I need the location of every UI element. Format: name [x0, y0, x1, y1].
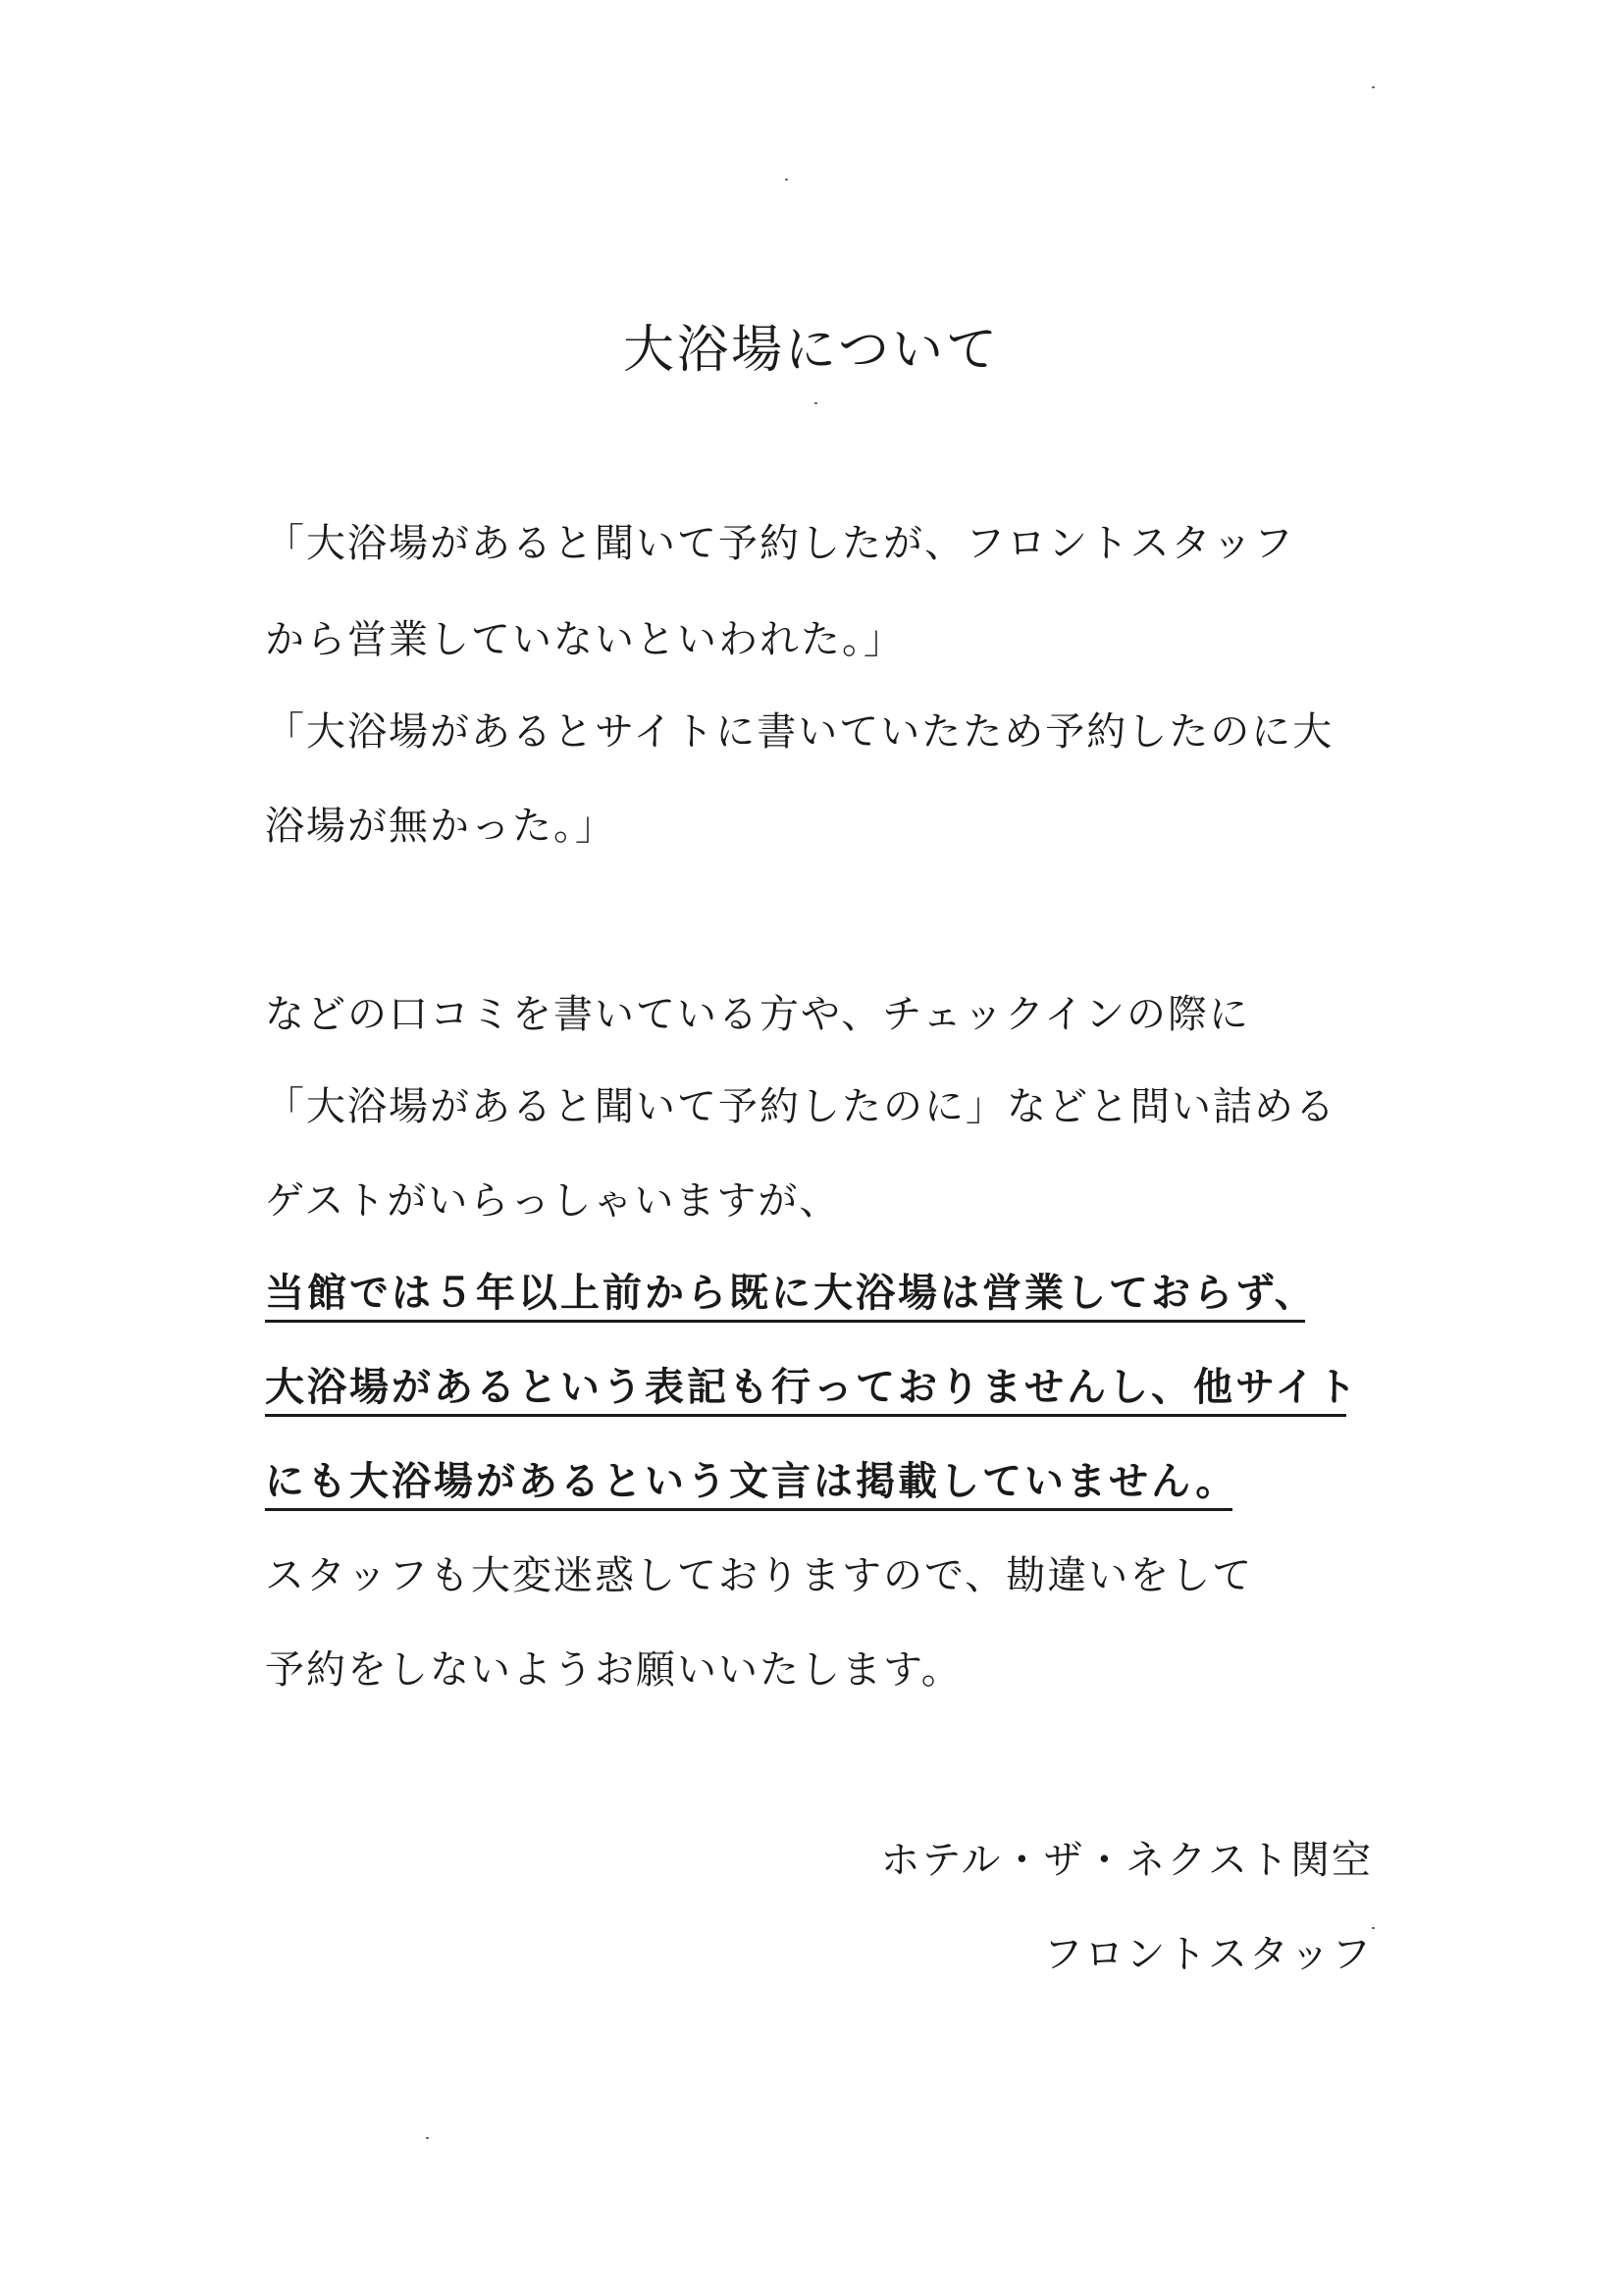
- notice-title: 大浴場について: [623, 321, 1000, 380]
- context-line-1: などの口コミを書いている方や、チェックインの際に: [265, 992, 1250, 1037]
- complaint-line-4: 浴場が無かった。」: [265, 804, 616, 849]
- emphasis-underline-3: [265, 1508, 1232, 1511]
- complaint-line-3: 「大浴場があるとサイトに書いていたため予約したのに大: [265, 709, 1335, 755]
- complaint-line-2: から営業していないといわれた。」: [265, 617, 905, 662]
- signature-hotel-name: ホテル・ザ・ネクスト関空: [880, 1838, 1373, 1883]
- context-line-2: 「大浴場があると聞いて予約したのに」などと問い詰める: [265, 1084, 1336, 1129]
- request-line-1: スタッフも大変迷惑しておりますので、勘違いをして: [265, 1553, 1254, 1598]
- scan-speck: [1372, 86, 1375, 88]
- emphasis-line-3: にも大浴場があるという文言は掲載していません。: [265, 1459, 1238, 1504]
- complaint-line-1: 「大浴場があると聞いて予約したが、フロントスタッフ: [265, 521, 1295, 566]
- signature-department: フロントスタッフ: [1043, 1932, 1373, 1977]
- scan-speck: [426, 2137, 429, 2139]
- context-line-3: ゲストがいらっしゃいますが、: [265, 1178, 841, 1224]
- request-line-2: 予約をしないようお願いいたします。: [265, 1647, 963, 1693]
- emphasis-line-2: 大浴場があるという表記も行っておりませんし、他サイト: [265, 1365, 1360, 1410]
- emphasis-underline-1: [265, 1320, 1305, 1323]
- scan-speck: [814, 402, 817, 404]
- scan-speck: [785, 179, 788, 181]
- emphasis-line-1: 当館では５年以上前から既に大浴場は営業しておらず、: [265, 1271, 1317, 1316]
- emphasis-underline-2: [265, 1414, 1346, 1417]
- scan-speck: [1372, 1927, 1375, 1929]
